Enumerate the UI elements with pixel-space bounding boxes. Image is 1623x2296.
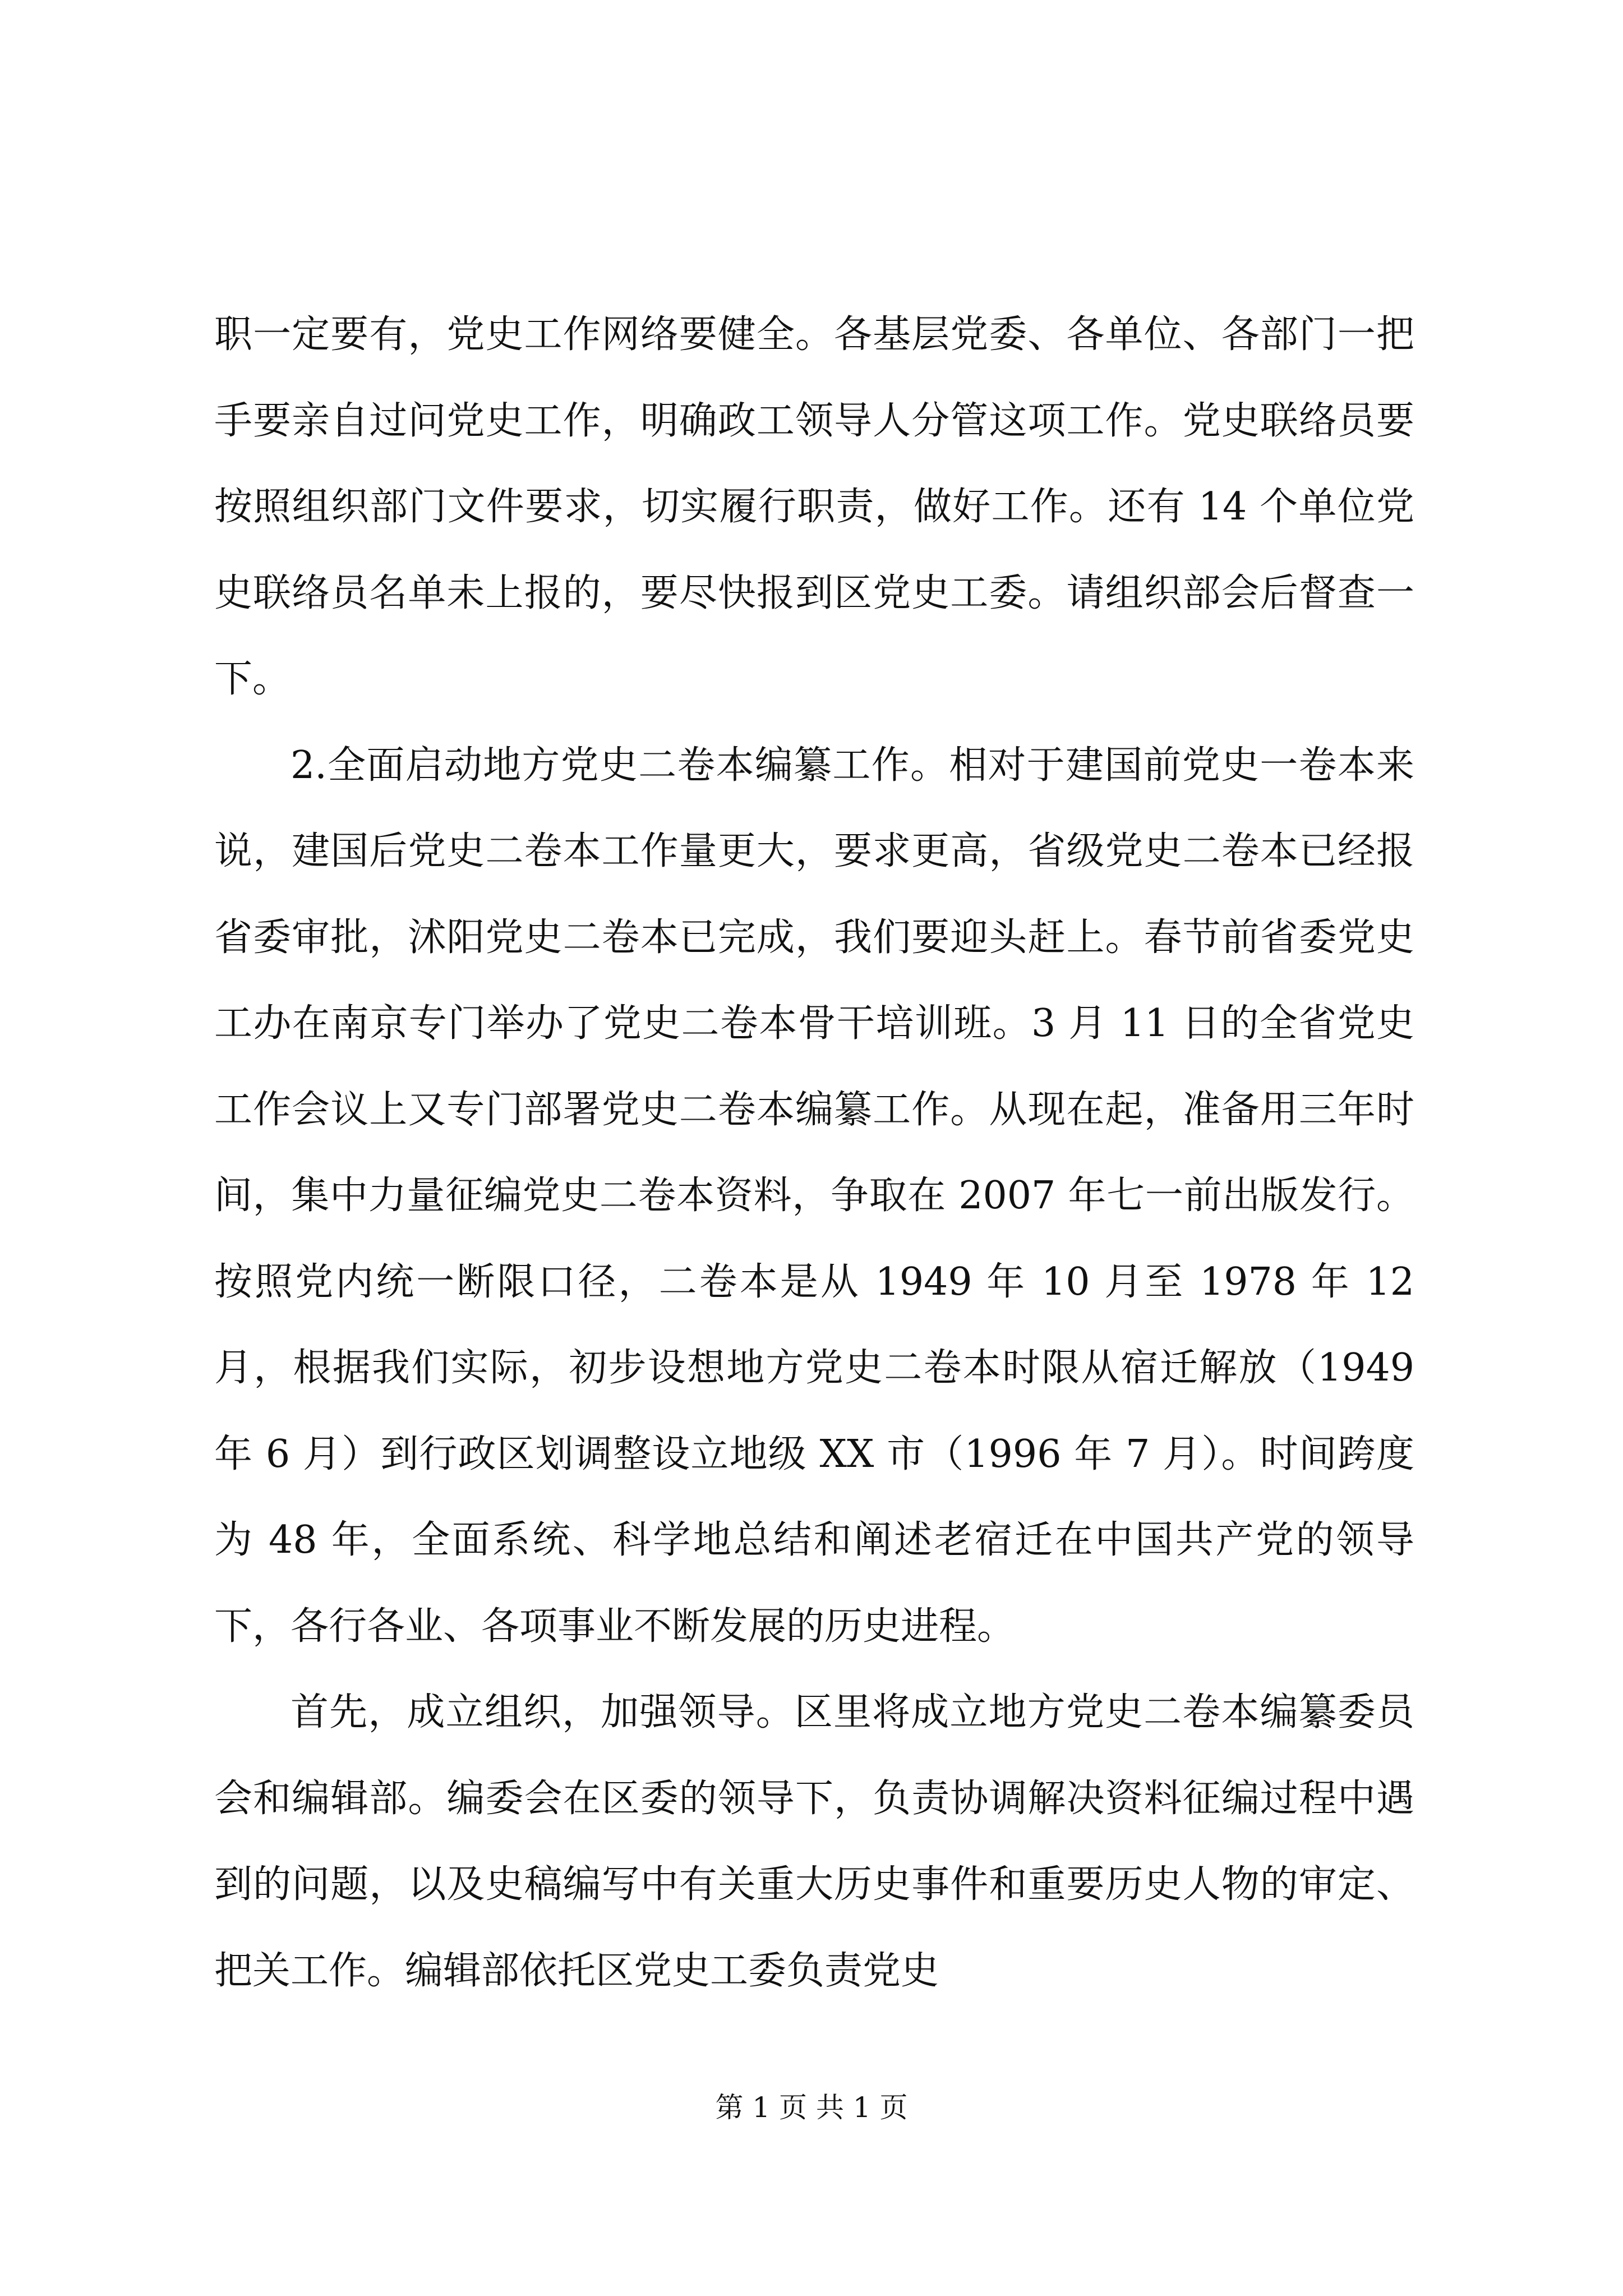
paragraph-section-2: 2.全面启动地方党史二卷本编纂工作。相对于建国前党史一卷本来说，建国后党史二卷本工作量更大，要求更高，省级党史二卷本已经报省委审批，沭阳党史二卷本已完成，我们要迎头赶上。春节前省委党史工办在南京专门举办了党史二卷本骨干培训班。3 月 11 日的全省党史工作会议上又专门部署党史二卷本编纂工作。从现在起，准备用三年时间，集中力量征编党史二卷本资料，争取在 2007 年七一前出版发行。按照党内统一断限口径，二卷本是从 1949 年 10 月至 1978 年 12 月，根据我们实际，初步设想地方党史二卷本时限从宿迁解放（1949 年 6 月）到行政区划调整设立地级 XX 市（1996 年 7 月）。时间跨度为 48 年，全面系统、科学地总结和阐述老宿迁在中国共产党的领导下，各行各业、各项事业不断发展的历史进程。 [214, 743, 1414, 1649]
document-body [214, 292, 1414, 2014]
page-number-footer: 第 1 页 共 1 页 [715, 2091, 908, 2124]
paragraph-continuation: 职一定要有，党史工作网络要健全。各基层党委、各单位、各部门一把手要亲自过问党史工作，明确政工领导人分管这项工作。党史联络员要按照组织部门文件要求，切实履行职责，做好工作。还有 14 个单位党史联络员名单未上报的，要尽快报到区党史工委。请组织部会后督查一下。 [214, 312, 1414, 701]
paragraph-first-step: 首先，成立组织，加强领导。区里将成立地方党史二卷本编纂委员会和编辑部。编委会在区委的领导下，负责协调解决资料征编过程中遇到的问题，以及史稿编写中有关重大历史事件和重要历史人物的审定、把关工作。编辑部依托区党史工委负责党史 [214, 1690, 1414, 1993]
